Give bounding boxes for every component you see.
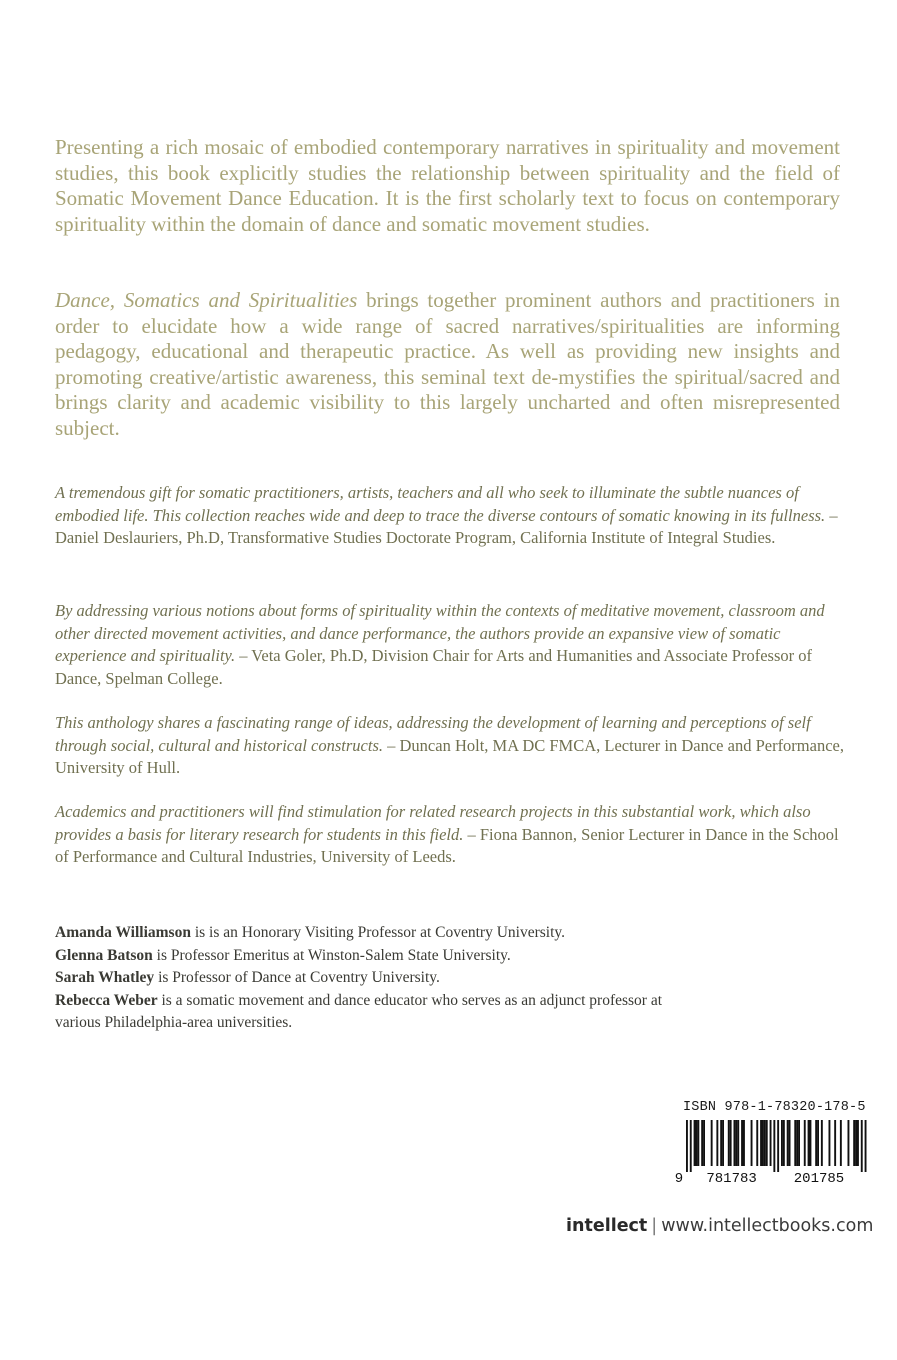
- review-quote-attribution: – Duncan Holt, MA DC FMCA, Lecturer in Dance and Performance, University of Hull.: [55, 735, 844, 777]
- author-bio: [55, 922, 675, 945]
- author-bios: [55, 922, 675, 1035]
- barcode-digits: 9: [674, 1171, 684, 1186]
- barcode-bar: [711, 1120, 713, 1166]
- barcode-bar: [686, 1120, 688, 1172]
- barcode-bar: [840, 1120, 842, 1166]
- barcode-bar: [766, 1120, 768, 1166]
- blurb-paragraph-2-text: brings together prominent authors and practitioners in order to elucidate how a wide range of sacred narratives/spiritualities are informing pedagogy, educational and therapeutic practice. As well as providing new insights and promoting creative/artistic awareness, this seminal text de-mystifies the spiritual/sacred and brings clarity and academic visibility to this largely uncharted and often misrepresented subject.: [55, 288, 840, 440]
- author-name: Sarah Whatley: [55, 969, 155, 986]
- barcode-bar: [798, 1120, 800, 1166]
- barcode-bar: [808, 1120, 810, 1166]
- barcode-bar: [861, 1120, 863, 1172]
- barcode-bar: [730, 1120, 732, 1166]
- barcode-bar: [697, 1120, 699, 1166]
- barcode-bar: [751, 1120, 753, 1166]
- barcode-bar: [789, 1120, 791, 1166]
- review-quote-attribution: – Fiona Bannon, Senior Lecturer in Dance in the School of Performance and Cultural Industries, University of Leeds.: [55, 824, 839, 866]
- barcode-bar: [781, 1120, 783, 1166]
- barcode-bar: [722, 1120, 724, 1166]
- isbn-label: ISBN 978-1-78320-178-5: [683, 1100, 866, 1115]
- barcode-bar: [762, 1120, 764, 1166]
- barcode-bar: [810, 1120, 812, 1166]
- blurb-paragraph-1: [55, 135, 840, 237]
- author-bio-text: is is an Honorary Visiting Professor at Coventry University.: [190, 924, 565, 941]
- barcode-bar: [703, 1120, 705, 1166]
- review-quote-text: This anthology shares a fascinating range of ideas, addressing the development of learning and perceptions of self through social, cultural and historical constructs.: [55, 713, 811, 755]
- barcode-bar: [834, 1120, 836, 1166]
- barcode-bar: [796, 1120, 798, 1166]
- barcode-bar: [737, 1120, 739, 1166]
- barcode-bar: [690, 1120, 692, 1172]
- publisher-separator: |: [651, 1216, 658, 1236]
- author-name: Glenna Batson: [55, 946, 153, 964]
- barcode-bar: [777, 1120, 779, 1172]
- barcode-bar: [829, 1120, 831, 1166]
- barcode-bar: [857, 1120, 859, 1166]
- barcode-bar: [815, 1120, 817, 1166]
- barcode-bar: [855, 1120, 857, 1166]
- barcode-bar: [794, 1120, 796, 1166]
- author-name: Rebecca Weber: [55, 991, 158, 1009]
- barcode-bar: [716, 1120, 718, 1166]
- barcode-bar: [734, 1120, 736, 1166]
- author-bio: [55, 967, 675, 990]
- barcode-bar: [696, 1120, 698, 1166]
- publisher-url: www.intellectbooks.com: [661, 1216, 874, 1236]
- barcode-digits: 201785: [793, 1171, 845, 1186]
- author-name: Amanda Williamson: [55, 924, 191, 941]
- barcode-bar: [728, 1120, 730, 1166]
- publisher-line: [566, 1216, 873, 1236]
- blurb-paragraph-1-text: Presenting a rich mosaic of embodied contemporary narratives in spirituality and movement studies, this book explicitly studies the relationship between spirituality and the field of Somatic Movement Dance Education. It is the first scholarly text to focus on contemporary spirituality within the domain of dance and somatic movement studies.: [55, 135, 840, 236]
- barcode-bar: [756, 1120, 758, 1166]
- review-quote: [55, 712, 855, 780]
- barcode-bar: [773, 1120, 775, 1172]
- publisher-name: intellect: [566, 1216, 648, 1236]
- barcode-bar: [821, 1120, 823, 1166]
- review-quote-text: By addressing various notions about forms of spirituality within the contexts of meditative movement, classroom and other directed movement activities, and dance performance, the authors provide an expansive view of somatic experience and spirituality.: [55, 601, 825, 665]
- barcode-bar: [853, 1120, 855, 1166]
- barcode-bar: [760, 1120, 762, 1166]
- barcode-bar: [817, 1120, 819, 1166]
- author-bio: [55, 945, 675, 968]
- review-quote: [55, 600, 855, 690]
- review-quote-text: Academics and practitioners will find stimulation for related research projects in this substantial work, which also provides a basis for literary research for students in this field.: [55, 802, 811, 844]
- review-quote: [55, 482, 855, 550]
- barcode-bar: [694, 1120, 696, 1166]
- barcode-bar: [865, 1120, 867, 1172]
- barcode-bar: [720, 1120, 722, 1166]
- review-quote-attribution: – Veta Goler, Ph.D, Division Chair for Arts and Humanities and Associate Professor of Dance, Spelman College.: [55, 646, 813, 688]
- blurb-paragraph-2: [55, 288, 840, 441]
- isbn-barcode: [673, 1100, 873, 1186]
- barcode-bar: [787, 1120, 789, 1166]
- barcode-bar: [741, 1120, 743, 1166]
- barcode-bar: [743, 1120, 745, 1166]
- barcode-graphic: [673, 1120, 873, 1186]
- review-quote-attribution: – Daniel Deslauriers, Ph.D, Transformative Studies Doctorate Program, California Institute of Integral Studies.: [55, 505, 838, 547]
- review-quote-text: A tremendous gift for somatic practitioners, artists, teachers and all who seek to illuminate the subtle nuances of embodied life. This collection reaches wide and deep to trace the diverse contours of somatic knowing in its fullness.: [55, 483, 826, 525]
- barcode-bar: [783, 1120, 785, 1166]
- author-bio-text: is a somatic movement and dance educator who serves as an adjunct professor at various Philadelphia-area universities.: [55, 991, 663, 1031]
- barcode-bar: [770, 1120, 772, 1166]
- author-bio-text: is Professor Emeritus at Winston-Salem State University.: [152, 946, 511, 964]
- barcode-bar: [804, 1120, 806, 1166]
- barcode-digits: 781783: [706, 1171, 757, 1186]
- barcode-bar: [764, 1120, 766, 1166]
- author-bio: [55, 990, 675, 1035]
- author-bio-text: is Professor of Dance at Coventry University.: [154, 969, 440, 986]
- review-quote: [55, 801, 855, 869]
- barcode-bar: [848, 1120, 850, 1166]
- barcode-bar: [701, 1120, 703, 1166]
- barcode-bar: [735, 1120, 737, 1166]
- book-title: Dance, Somatics and Spiritualities: [55, 288, 358, 312]
